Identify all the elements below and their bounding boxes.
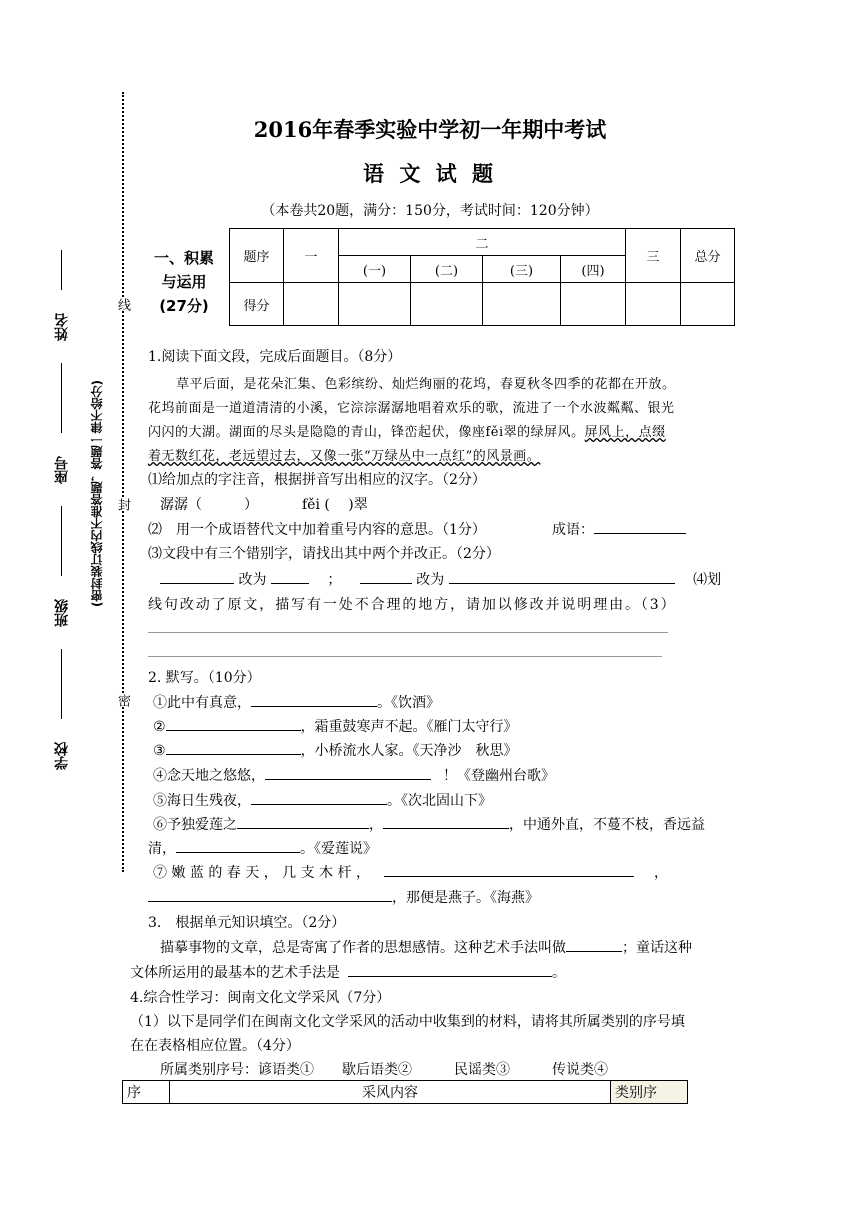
- q2-item-7-cont: [148, 887, 539, 907]
- q2-blank-2[interactable]: [166, 716, 301, 731]
- q1-wrong-char-1[interactable]: [160, 569, 234, 584]
- q2-blank-4[interactable]: [265, 765, 431, 780]
- q2-item-4: [153, 765, 555, 785]
- q2-blank-6a[interactable]: [237, 814, 369, 829]
- q1-para-line-3-text: 闪闪的大湖。湖面的尽头是隐隐的青山，锋峦起伏，像座fěi翠的绿屏风。: [148, 425, 585, 440]
- q2-item-1: [153, 692, 440, 712]
- q1-underlined-sentence-part-2: 着无数红花，老远望过去，又像一张“万绿丛中一点红”的风景画。: [148, 449, 541, 464]
- q3-blank-2[interactable]: [348, 962, 552, 977]
- q2-item-1-text: ①此中有真意，: [153, 695, 251, 711]
- q3-line-1-text: 描摹事物的文章，总是寄寓了作者的思想感情。这种艺术手法叫做: [160, 940, 566, 956]
- name-label: 姓名: [54, 312, 70, 341]
- score-table: [229, 228, 735, 326]
- q1-underlined-sentence-part-1: 屏风上，点缀: [584, 425, 666, 440]
- binding-notice: (密封装订线内不准答题，答题一律不给分): [90, 380, 104, 607]
- q1-sub-4-number: ⑷划: [693, 572, 722, 588]
- q1-sub-2: ⑵ 用一个成语替代文中加着重号内容的意思。（1分）: [148, 522, 486, 538]
- score-cell-1[interactable]: [284, 283, 339, 326]
- score-cell-2-2[interactable]: [411, 283, 483, 326]
- q2-item-3: [153, 740, 518, 760]
- q2-item-6-end: ，中通外直，不蔓不枝，香远益: [509, 817, 705, 833]
- name-blank[interactable]: [62, 250, 63, 290]
- score-header-2: 二: [339, 229, 626, 256]
- q2-item-6-comma: ，: [369, 817, 383, 833]
- q1-change-label-1: 改为: [238, 572, 267, 588]
- q2-item-5-source: 。《次北固山下》: [387, 793, 492, 809]
- q4-stem: 4.综合性学习：闽南文化文学采风（7分）: [130, 990, 391, 1006]
- q1-stem: 1.阅读下面文段，完成后面题目。（8分）: [148, 349, 402, 365]
- q2-item-3-text: ，小桥流水人家。《天净沙 秋思》: [300, 743, 518, 759]
- score-header-total: 总分: [681, 229, 735, 283]
- q1-sub-4: 线句改动了原文，描写有一处不合理的地方，请加以修改并说明理由。（3）: [148, 597, 677, 613]
- q2-blank-6b[interactable]: [383, 814, 509, 829]
- q2-item-6-cont: [148, 838, 377, 858]
- q2-stem: 2. 默写。（10分）: [148, 670, 261, 686]
- seat-blank[interactable]: [62, 363, 63, 433]
- q3-blank-1[interactable]: [566, 937, 622, 952]
- q4-categories: 所属类别序号：谚语类① 歇后语类② 民谣类③ 传说类④: [160, 1062, 608, 1078]
- collection-header-no: 序: [123, 1081, 170, 1104]
- q3-line-2: [130, 962, 566, 982]
- q2-item-4-text: ④念天地之悠悠，: [153, 768, 265, 784]
- score-row-label: 得分: [230, 283, 284, 326]
- q1-answer-line-1[interactable]: [148, 632, 668, 633]
- q1-answer-line-2[interactable]: [148, 656, 662, 657]
- q2-item-2: [153, 716, 518, 736]
- subject-title: 语 文 试 题: [363, 161, 497, 186]
- q2-item-6: [153, 814, 705, 834]
- q3-line-1-end: ；童话这种: [622, 940, 692, 956]
- score-cell-2-3[interactable]: [483, 283, 561, 326]
- q1-para-line-2: 花坞前面是一道道清清的小溪，它淙淙潺潺地唱着欢乐的歌，流进了一个水波粼粼、银光: [148, 401, 675, 416]
- score-sub-3: (三): [483, 256, 561, 283]
- score-sub-1: (一): [339, 256, 411, 283]
- q2-item-7-comma: ，: [653, 865, 668, 881]
- collection-header-category: 类别序: [611, 1081, 688, 1104]
- exam-info: （本卷共20题，满分：150分，考试时间：120分钟）: [261, 203, 599, 219]
- student-info-column: [52, 250, 72, 770]
- q2-blank-1[interactable]: [251, 692, 377, 707]
- q3-stem: 3. 根据单元知识填空。（2分）: [148, 915, 346, 931]
- q2-blank-3[interactable]: [166, 740, 301, 755]
- q1-right-char-2[interactable]: [449, 569, 675, 584]
- q4-sub-1-line-1: （1）以下是同学们在闽南文化文学采风的活动中收集到的材料，请将其所属类别的序号填: [130, 1014, 685, 1030]
- q2-item-4-source: ！《登幽州台歌》: [443, 768, 555, 784]
- q2-item-5-text: ⑤海日生残夜，: [153, 793, 251, 809]
- q1-correction-row: 改为 ； 改为 ⑷划: [160, 569, 721, 589]
- q1-change-label-2: 改为: [416, 572, 445, 588]
- seal-char-feng: 封: [112, 498, 132, 511]
- school-blank[interactable]: [62, 649, 63, 719]
- school-label: 学校: [54, 742, 70, 770]
- q1-idiom-label: 成语：: [552, 522, 594, 538]
- class-label: 班级: [54, 598, 70, 627]
- score-sub-4: (四): [561, 256, 626, 283]
- score-sub-2: (二): [411, 256, 483, 283]
- q2-blank-5[interactable]: [251, 790, 387, 805]
- q1-sub-1-b[interactable]: fěi ( )翠: [302, 497, 368, 513]
- seat-label: 座号: [54, 455, 70, 484]
- section-1-title: 一、积累: [153, 249, 214, 267]
- q3-line-2-end: 。: [552, 965, 566, 981]
- collection-header-content: 采风内容: [170, 1081, 611, 1104]
- q2-item-1-source: 。《饮酒》: [377, 695, 440, 711]
- score-header-1: 一: [284, 229, 339, 283]
- q2-item-7-source: ，那便是燕子。《海燕》: [392, 890, 539, 906]
- q1-right-char-1[interactable]: [271, 569, 309, 584]
- q1-wrong-char-2[interactable]: [360, 569, 412, 584]
- score-cell-2-4[interactable]: [561, 283, 626, 326]
- q1-para-line-4: [148, 445, 540, 464]
- q2-item-5: [153, 790, 492, 810]
- score-cell-total[interactable]: [681, 283, 735, 326]
- q2-item-7-text: ⑦ 嫩 蓝 的 春 天 ， 几 支 木 杆 ，: [153, 865, 370, 881]
- q1-sub-1: ⑴给加点的字注音，根据拼音写出相应的汉字。（2分）: [148, 472, 486, 488]
- q3-line-1: [160, 937, 692, 957]
- section-1-subtitle: 与运用: [161, 273, 207, 291]
- q2-item-2-num: ②: [153, 719, 166, 735]
- score-cell-3[interactable]: [626, 283, 681, 326]
- q2-blank-7a[interactable]: [384, 862, 634, 877]
- q2-item-3-num: ③: [153, 743, 166, 759]
- q2-item-6-source: 。《爱莲说》: [300, 841, 377, 857]
- collection-table: [122, 1080, 688, 1104]
- score-header-3: 三: [626, 229, 681, 283]
- q2-blank-7b[interactable]: [148, 887, 392, 902]
- q4-sub-1-line-2: 在在表格相应位置。（4分）: [130, 1038, 300, 1054]
- q1-para-line-1: 草平后面，是花朵汇集、色彩缤纷、灿烂绚丽的花坞，春夏秋冬四季的花都在开放。: [176, 377, 676, 392]
- q1-sub-2-answer: [552, 519, 686, 539]
- q3-line-2-text: 文体所运用的最基本的艺术手法是: [130, 965, 340, 981]
- q1-idiom-blank[interactable]: [594, 519, 686, 534]
- q1-sub-3: ⑶文段中有三个错别字，请找出其中两个并改正。（2分）: [148, 546, 500, 562]
- q2-blank-6c[interactable]: [176, 838, 300, 853]
- section-1-points: (27分): [159, 297, 209, 315]
- q2-item-7: [153, 862, 668, 882]
- score-cell-2-1[interactable]: [339, 283, 411, 326]
- score-header-label: 题序: [230, 229, 284, 283]
- q1-sub-1-a[interactable]: 潺潺（ ）: [160, 497, 258, 513]
- q2-item-6-text: ⑥予独爱莲之: [153, 817, 237, 833]
- q2-item-6-cont-text: 清，: [148, 841, 176, 857]
- seal-char-mi: 密: [112, 694, 132, 707]
- q2-item-2-text: ，霜重鼓寒声不起。《雁门太守行》: [300, 719, 518, 735]
- class-blank[interactable]: [62, 506, 63, 576]
- exam-title: 2016年春季实验中学初一年期中考试: [253, 117, 607, 142]
- seal-char-xian: 线: [112, 298, 132, 311]
- q1-para-line-3: [148, 421, 666, 440]
- section-1-label: [143, 246, 225, 318]
